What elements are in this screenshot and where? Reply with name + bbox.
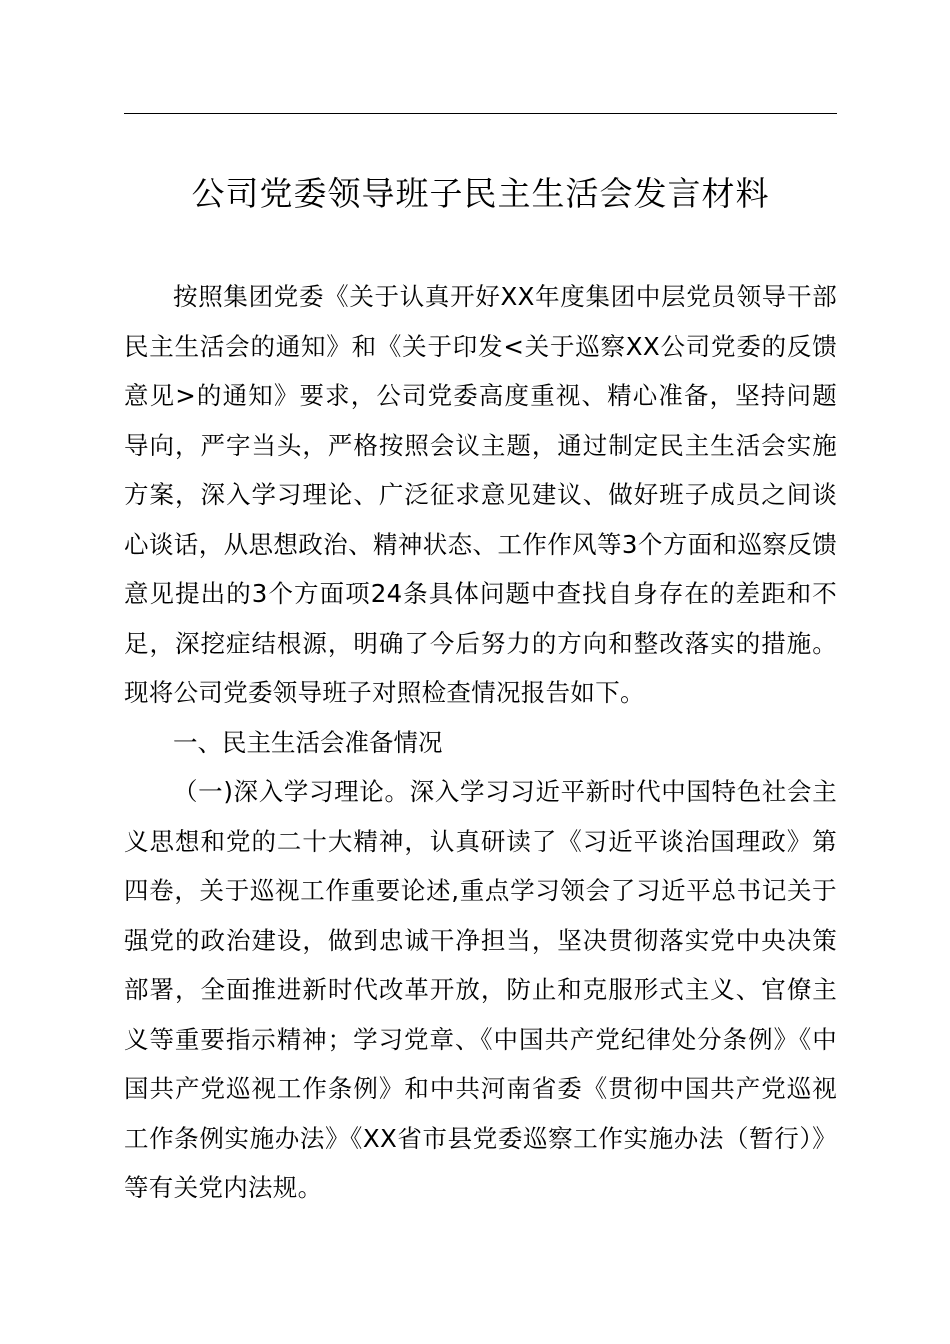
section-1-heading: 一、民主生活会准备情况 — [173, 727, 443, 757]
intro-paragraph: 按照集团党委《关于认真开好XX年度集团中层党员领导干部民主生活会的通知》和《关于印发<关于巡察XX公司党委的反馈意见>的通知》要求，公司党委高度重视、精心准备，坚持问题导向，严字当头，严格按照会议主题，通过制定民主生活会实施方案，深入学习理论、广泛征求意见建议、做好班子成员之间谈心谈话，从思想政治、精神状态、工作作风等3个方面和巡察反馈意见提出的3个方面项24条具体问题中查找自身存在的差距和不足，深挖症结根源，明确了今后努力的方向和整改落实的措施。现将公司党委领导班子对照检查情况报告如下。 — [124, 282, 837, 707]
document-body — [124, 272, 837, 1213]
document-title: 公司党委领导班子民主生活会发言材料 — [191, 174, 770, 213]
header-rule — [124, 113, 837, 114]
section-1-1-paragraph: （一)深入学习理论。深入学习习近平新时代中国特色社会主义思想和党的二十大精神，认真研读了《习近平谈治国理政》第四卷，关于巡视工作重要论述,重点学习领会了习近平总书记关于强党的政治建设，做到忠诚干净担当，坚决贯彻落实党中央决策部署，全面推进新时代改革开放，防止和克服形式主义、官僚主义等重要指示精神；学习党章、《中国共产党纪律处分条例》《中国共产党巡视工作条例》和中共河南省委《贯彻中国共产党巡视工作条例实施办法》《XX省市县党委巡察工作实施办法（暂行）》等有关党内法规。 — [124, 777, 837, 1202]
